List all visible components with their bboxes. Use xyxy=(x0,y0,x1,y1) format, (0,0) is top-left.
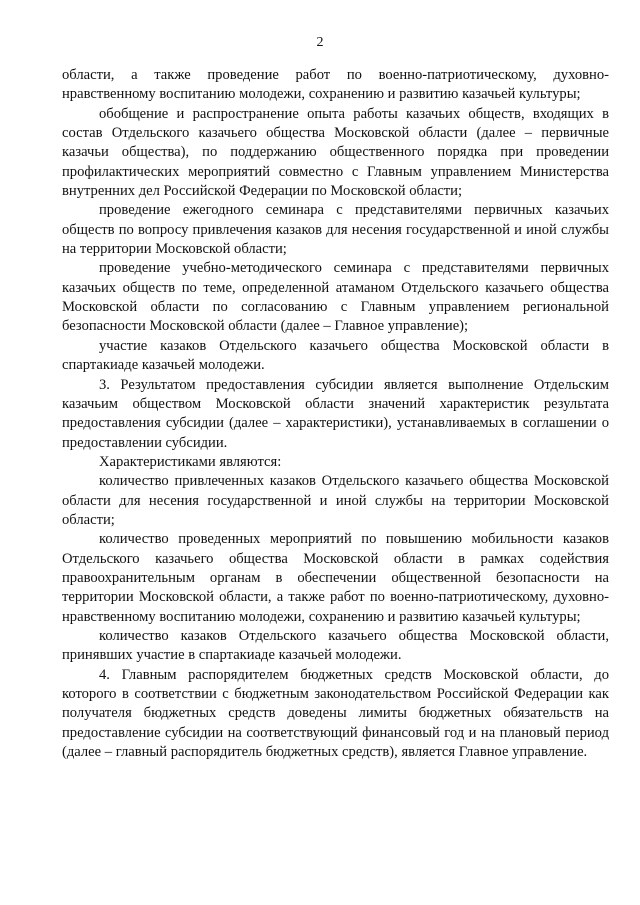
paragraph-item-3-result: 3. Результатом предоставления субсидии является выполнение Отдельским казачьим обществом Московской области значений характеристик результата предоставления субсидии (далее – характеристики), устанавливаемых в соглашении о предоставлении субсидии. xyxy=(62,376,609,451)
paragraph-item-4-main-administrator: 4. Главным распорядителем бюджетных средств Московской области, до которого в соответствии с бюджетным законодательством Российской Федерации как получателя бюджетных средств доведены лимиты бюджетных обязательств на предоставление субсидии на соответствующий финансовый год и на плановый период (далее – главный распорядитель бюджетных средств), является Главное управление. xyxy=(62,666,609,761)
paragraph-generalization-experience: обобщение и распространение опыта работы казачьих обществ, входящих в состав Отдельского казачьего общества Московской области (далее – первичные казачьи общества), по поддержанию общественного порядка при проведении профилактических мероприятий совместно с Главным управлением Министерства внутренних дел Российской Федерации по Московской области; xyxy=(62,105,609,200)
paragraph-characteristics-heading: Характеристиками являются: xyxy=(99,453,282,470)
paragraph-characteristic-cossacks-count: количество привлеченных казаков Отдельского казачьего общества Московской области для несения государственной и иной службы на территории Московской области; xyxy=(62,473,609,528)
paragraph-characteristic-spartakiad-count: количество казаков Отдельского казачьего общества Московской области, принявших участие в спартакиаде казачьей молодежи. xyxy=(62,627,609,664)
paragraph-methodical-seminar: проведение учебно-методического семинара с представителями первичных казачьих обществ по теме, определенной атаманом Отдельского казачьего общества Московской области по согласованию с Главным управлением региональной безопасности Московской области (далее – Главное управление); xyxy=(62,260,609,335)
page-number: 2 xyxy=(316,35,324,50)
paragraph-continuation: области, а также проведение работ по военно-патриотическому, духовно-нравственному воспитанию молодежи, сохранению и развитию казачьей культуры; xyxy=(62,67,609,103)
document-body xyxy=(62,66,609,762)
paragraph-spartakiad-participation: участие казаков Отдельского казачьего общества Московской области в спартакиаде казачьей молодежи. xyxy=(62,337,609,374)
paragraph-annual-seminar: проведение ежегодного семинара с представителями первичных казачьих обществ по вопросу привлечения казаков для несения государственной и иной службы на территории Московской области; xyxy=(62,202,609,258)
paragraph-characteristic-events-count: количество проведенных мероприятий по повышению мобильности казаков Отдельского казачьего общества Московской области в рамках содействия правоохранительным органам в обеспечении общественной безопасности на территории Московской области, а также работ по военно-патриотическому, духовно-нравственному воспитанию молодежи, сохранению и развитию казачьей культуры; xyxy=(62,531,609,625)
